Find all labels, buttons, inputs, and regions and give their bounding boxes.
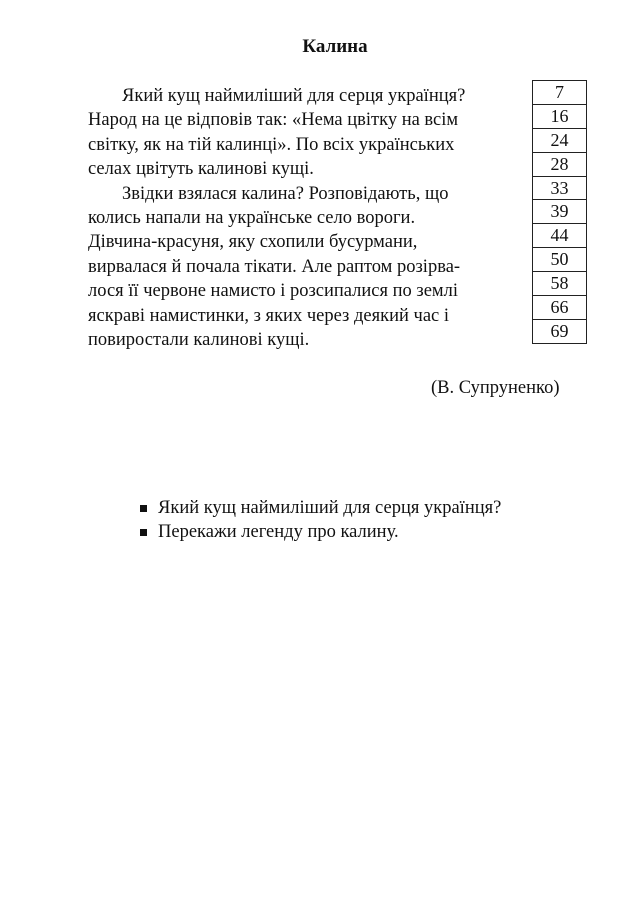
- text-line: Народ на це відповів так: «Нема цвітку на всім: [88, 110, 459, 131]
- question-item: [140, 520, 501, 544]
- page-title: Калина: [302, 36, 368, 57]
- text-line: селах цвітуть калинові кущі.: [88, 159, 314, 180]
- story-text: [88, 84, 528, 352]
- question-text: Який кущ наймиліший для серця українця?: [158, 498, 502, 518]
- word-count-cell: 16: [533, 105, 586, 129]
- word-count-cell: 33: [533, 177, 586, 201]
- word-count-cell: 39: [533, 200, 586, 224]
- word-count-cell: 50: [533, 248, 586, 272]
- square-bullet-icon: [140, 529, 147, 536]
- text-line: Звідки взялася калина? Розповідають, що: [122, 183, 449, 204]
- text-line: світку, як на тій калинці». По всіх українських: [88, 134, 455, 155]
- word-count-cell: 7: [533, 81, 586, 105]
- word-count-cell: 28: [533, 153, 586, 177]
- text-line: Дівчина-красуня, яку схопили бусурмани,: [88, 232, 418, 253]
- question-text: Перекажи легенду про калину.: [158, 522, 399, 543]
- text-line: яскраві намистинки, з яких через деякий час і: [88, 305, 450, 326]
- word-count-cell: 44: [533, 224, 586, 248]
- text-line: колись напали на українське село вороги.: [88, 208, 416, 229]
- text-line: Який кущ наймиліший для серця українця?: [122, 86, 466, 106]
- word-count-cell: 66: [533, 296, 586, 320]
- word-count-cell: 24: [533, 129, 586, 153]
- word-count-column: [532, 80, 587, 344]
- word-count-cell: 58: [533, 272, 586, 296]
- question-item: [140, 496, 501, 520]
- square-bullet-icon: [140, 505, 147, 512]
- text-line: вирвалася й почала тікати. Але раптом розірва-: [88, 256, 461, 277]
- question-list: [140, 496, 501, 545]
- text-line: повиростали калинові кущі.: [88, 330, 310, 351]
- text-line: лося її червоне намисто і розсипалися по землі: [88, 281, 459, 302]
- author-attribution: (В. Супруненко): [431, 378, 560, 398]
- word-count-cell: 69: [533, 320, 586, 344]
